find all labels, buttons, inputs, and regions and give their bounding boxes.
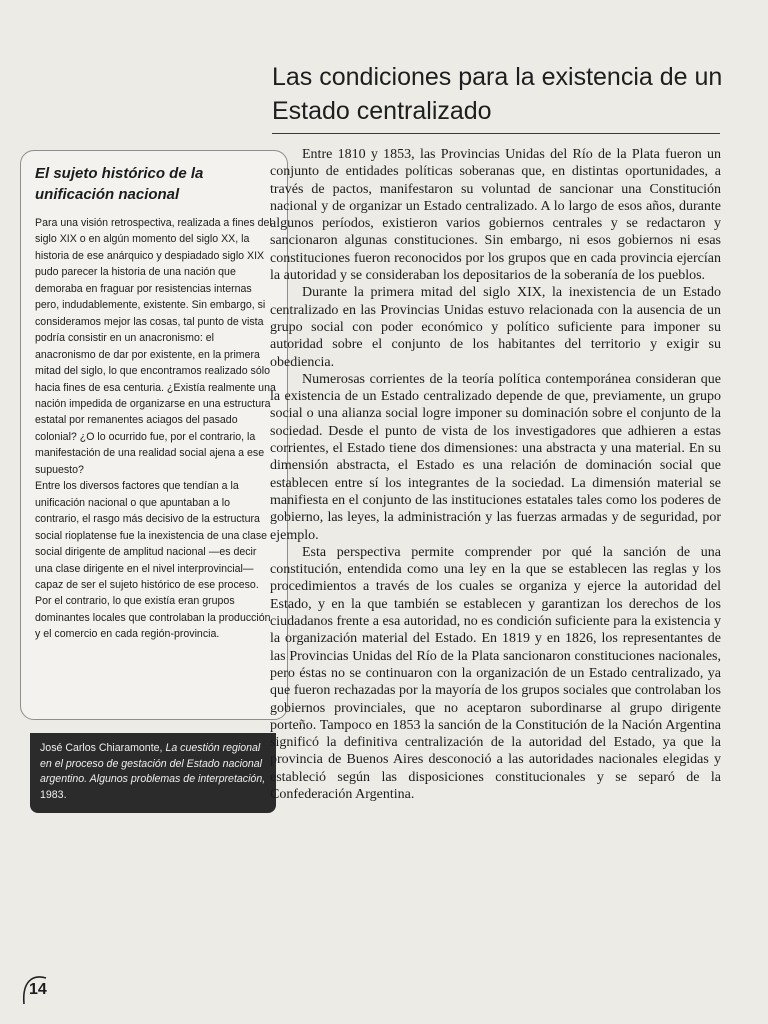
citation-year: 1983. <box>40 788 67 801</box>
citation-work: La cuestión regional en el proceso de gestación del Estado nacional argentino. Algunos problemas de interpretación, <box>40 742 266 785</box>
main-paragraph: Durante la primera mitad del siglo XIX, la inexistencia de un Estado centralizado en las Provincias Unidas estuvo relacionada con la ausencia de un grupo social con poder económico y político suficiente para imponer su autoridad sobre el conjunto de los habitantes del territorio y exigir su obediencia. <box>270 285 721 370</box>
citation-box <box>30 733 276 813</box>
sidebar-paragraph: Para una visión retrospectiva, realizada a fines del siglo XIX o en algún momento del siglo XX, la historia de ese anárquico y despiadado siglo XIX pudo parecer la historia de una nación que demoraba en fraguar por resistencias internas pero, indudablemente, existente. Sin embargo, si consideramos mejor las cosas, tal punto de vista podría consistir en un anacronismo: el anacronismo de dar por existente, en la primera mitad del siglo, lo que encontramos realizado sólo hacia fines de esa centuria. ¿Existía realmente una nación impedida de organizarse en una estructura estatal por remanentes aciagos del pasado colonial? ¿O lo ocurrido fue, por el contrario, la manifestación de una realidad social ajena a ese supuesto? <box>35 217 276 476</box>
main-paragraph: Esta perspectiva permite comprender por qué la sanción de una constitución, entendida como una ley en la que se establecen las reglas y los procedimientos a través de los cuales se organiza y ejerce la autoridad del Estado, y en la que también se establecen y garantizan los derechos de los ciudadanos frente a esa autoridad, no es condición suficiente para la existencia y la organización material del Estado. En 1819 y en 1826, los representantes de las Provincias Unidas del Río de la Plata sancionaron constituciones nacionales, pero éstas no se continuaron con la organización de un Estado centralizado, ya que fueron rechazadas por la mayoría de los grupos sociales que controlaban los gobiernos provinciales, que no aceptaron subordinarse al grupo dirigente porteño. Tampoco en 1853 la sanción de la Constitución de la Nación Argentina significó la definitiva centralización de la autoridad del Estado, ya que la provincia de Buenos Aires desconoció a las autoridades nacionales elegidas y estableció según las disposiciones constitucionales y se separó de la Confederación Argentina. <box>270 544 721 802</box>
sidebar-paragraph: Entre los diversos factores que tendían a la unificación nacional o que apuntaban a lo contrario, el rasgo más decisivo de la estructura social rioplatense fue la inexistencia de una clase social dirigente de amplitud nacional —es decir una clase dirigente en el nivel interprovincial— capaz de ser el sujeto histórico de ese proceso. Por el contrario, lo que existía eran grupos dominantes locales que controlaban la producción y el comercio en cada región-provincia. <box>35 480 271 641</box>
title-divider <box>272 133 720 134</box>
page-number <box>18 972 50 1006</box>
main-text <box>270 146 721 803</box>
page-title: Las condiciones para la existencia de un Estado centralizado <box>272 63 723 125</box>
main-paragraph: Numerosas corrientes de la teoría política contemporánea consideran que la existencia de un Estado centralizado depende de que, previamente, un grupo social o una alianza social logre imponer su dominación sobre el conjunto de la sociedad. Desde el punto de vista de los investigadores que adhieren a estas corrientes, el Estado tiene dos dimensiones: una abstracta y una material. En su dimensión abstracta, el Estado es una relación de dominación social que establecen entre sí los integrantes de la sociedad. La dimensión material se manifiesta en el conjunto de las instituciones estatales tales como los poderes de gobierno, las leyes, la administración y las fuerzas armadas y de seguridad, por ejemplo. <box>270 371 721 543</box>
sidebar-text <box>35 215 277 643</box>
main-paragraph: Entre 1810 y 1853, las Provincias Unidas del Río de la Plata fueron un conjunto de entidades políticas soberanas que, en distintas oportunidades, a través de pactos, manifestaron su voluntad de sancionar una Constitución nacional y de organizar un Estado centralizado. A lo largo de esos años, durante algunos períodos, existieron varios gobiernos centrales y se redactaron y sancionaron algunas constituciones. Sin embargo, ni esos gobiernos ni esas constituciones fueron reconocidos por los grupos que en cada provincia ejercían la autoridad y se consideraban los depositarios de la soberanía de los pueblos. <box>270 147 721 284</box>
sidebar-title: El sujeto histórico de la unificación nacional <box>35 165 204 203</box>
citation-author: José Carlos Chiaramonte, <box>40 742 163 754</box>
sidebar-box <box>20 150 288 720</box>
page-number-label: 14 <box>29 981 47 998</box>
